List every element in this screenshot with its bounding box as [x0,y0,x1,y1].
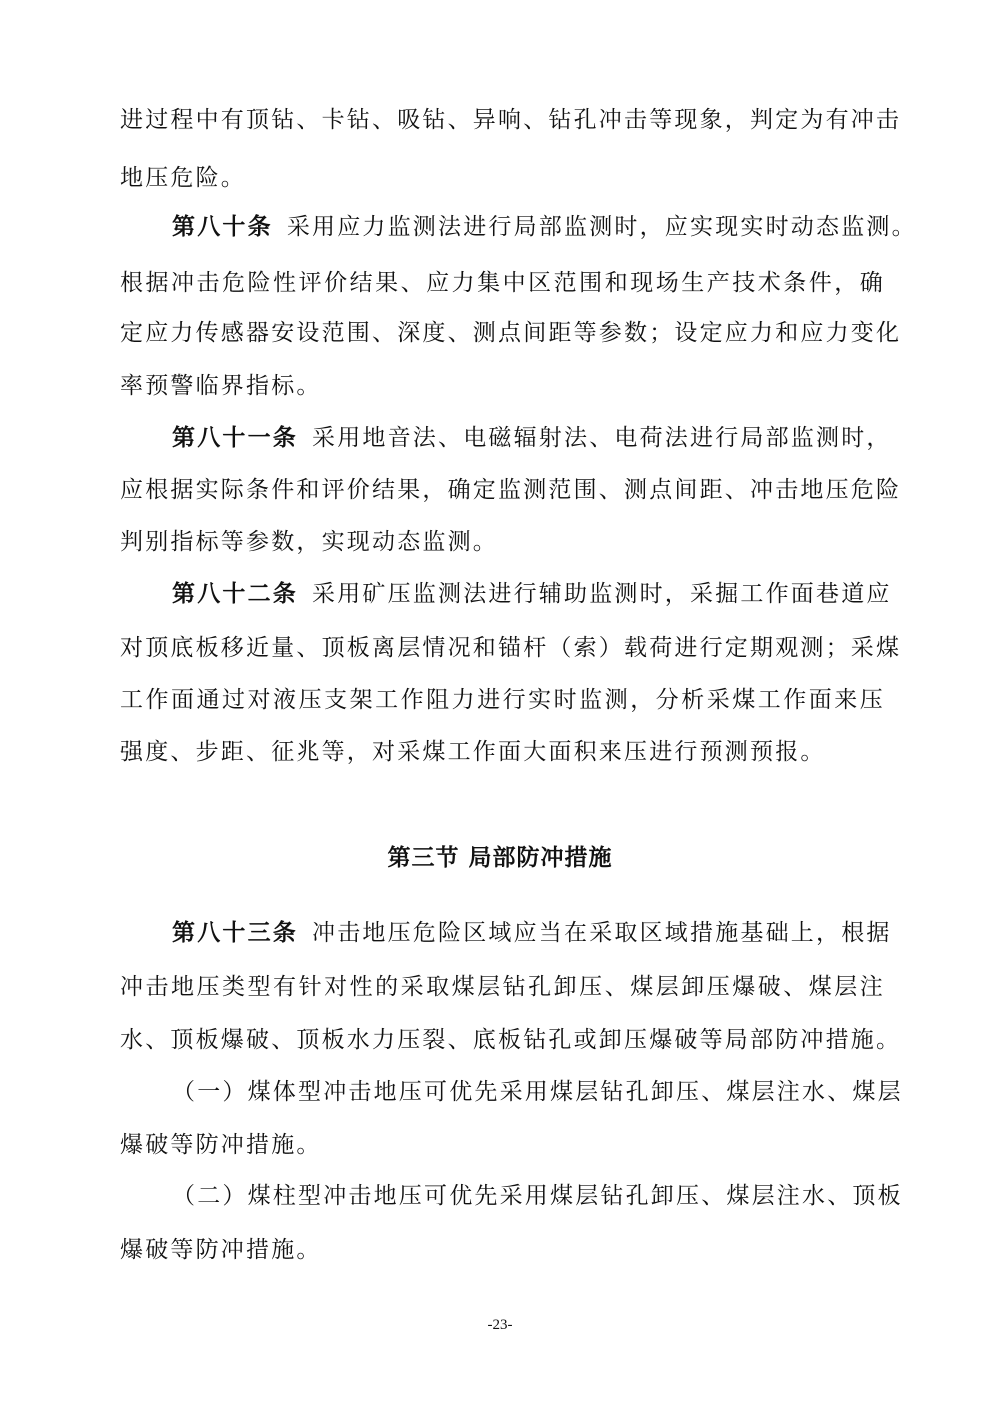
paragraph-line: 冲击地压类型有针对性的采取煤层钻孔卸压、煤层卸压爆破、煤层注 [120,974,885,1000]
paragraph-line: 定应力传感器安设范围、深度、测点间距等参数；设定应力和应力变化 [120,320,902,346]
article-83-label: 第八十三条 [172,920,298,946]
article-82-label: 第八十二条 [172,581,298,607]
list-item-2-first-line: （二）煤柱型冲击地压可优先采用煤层钻孔卸压、煤层注水、顶板 [172,1183,903,1209]
paragraph-line: 对顶底板移近量、顶板离层情况和锚杆（索）载荷进行定期观测；采煤 [120,635,902,661]
paragraph-line: 水、顶板爆破、顶板水力压裂、底板钻孔或卸压爆破等局部防冲措施。 [120,1027,902,1053]
paragraph-line: 地压危险。 [120,165,246,191]
paragraph-line: 工作面通过对液压支架工作阻力进行实时监测，分析采煤工作面来压 [120,687,885,713]
paragraph-line: 爆破等防冲措施。 [120,1237,322,1263]
article-81-text: 采用地音法、电磁辐射法、电荷法进行局部监测时， [312,425,892,451]
list-item-1-first-line: （一）煤体型冲击地压可优先采用煤层钻孔卸压、煤层注水、煤层 [172,1079,903,1105]
article-81-first-line [172,418,892,458]
paragraph-line: 强度、步距、征兆等，对采煤工作面大面积来压进行预测预报。 [120,739,826,765]
paragraph-line: 爆破等防冲措施。 [120,1132,322,1158]
article-80-label: 第八十条 [172,214,273,240]
article-80-text: 采用应力监测法进行局部监测时，应实现实时动态监测。 [286,214,917,240]
section-heading: 第三节 局部防冲措施 [387,845,613,871]
paragraph-line: 判别指标等参数，实现动态监测。 [120,529,498,555]
article-83-text: 冲击地压危险区域应当在采取区域措施基础上，根据 [312,920,892,946]
paragraph-line: 根据冲击危险性评价结果、应力集中区范围和现场生产技术条件，确 [120,270,885,296]
article-82-first-line [172,574,892,614]
paragraph-line: 进过程中有顶钻、卡钻、吸钻、异响、钻孔冲击等现象，判定为有冲击 [120,107,902,133]
paragraph-line: 率预警临界指标。 [120,373,322,399]
article-80-first-line [172,207,917,247]
page-number: -23- [487,1317,513,1333]
article-81-label: 第八十一条 [172,425,298,451]
paragraph-line: 应根据实际条件和评价结果，确定监测范围、测点间距、冲击地压危险 [120,477,902,503]
article-82-text: 采用矿压监测法进行辅助监测时，采掘工作面巷道应 [312,581,892,607]
article-83-first-line [172,913,892,953]
